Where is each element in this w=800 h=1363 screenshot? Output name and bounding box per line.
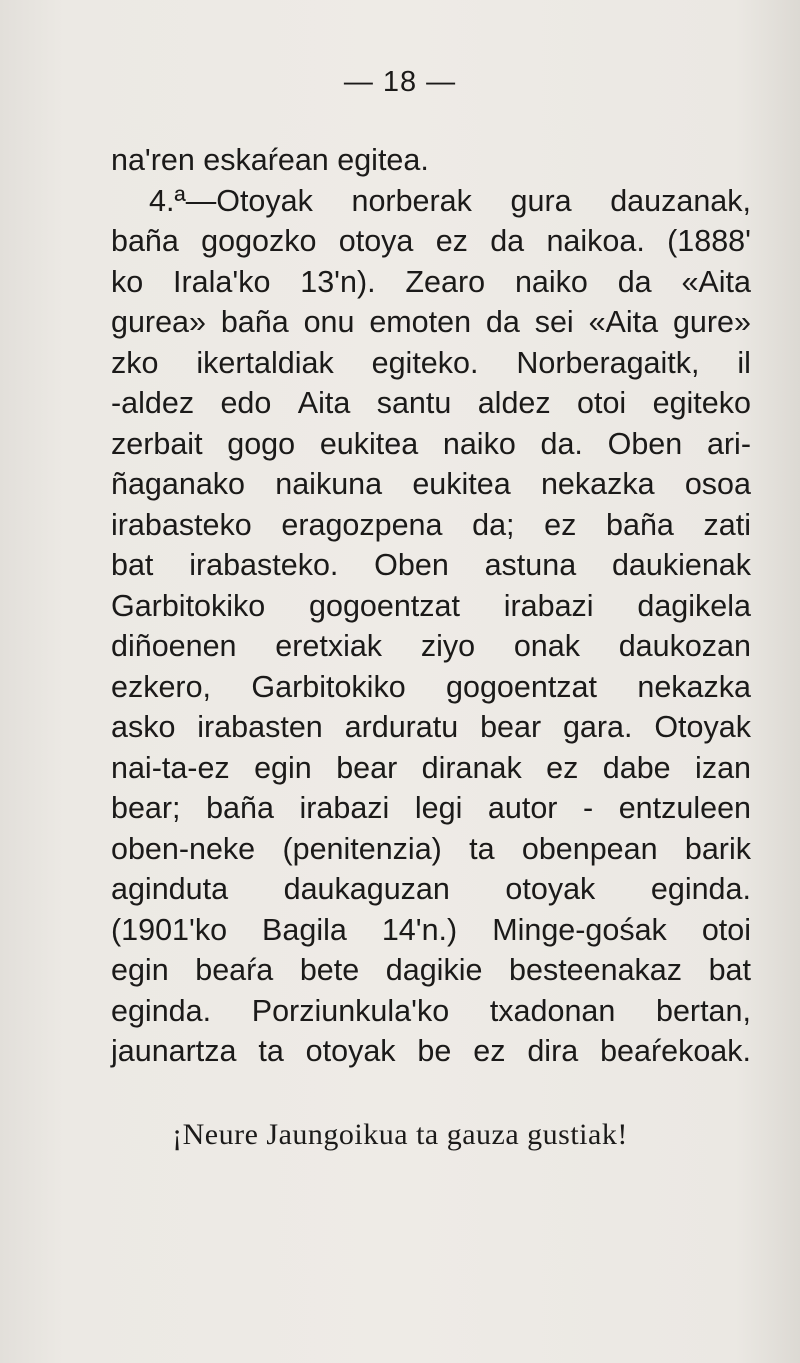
word: otoyak [305, 1034, 396, 1068]
word: gogozko [201, 224, 317, 258]
word: na'ren eskaŕean egitea. [111, 143, 429, 177]
word: beaŕa [195, 953, 274, 987]
word: gura [510, 183, 572, 218]
word: bat [111, 548, 154, 582]
word: gure» [672, 305, 751, 339]
word: il [737, 345, 751, 380]
word: daukienak [611, 548, 751, 582]
text-line [111, 383, 751, 424]
word: onak [513, 629, 580, 663]
word: zati [703, 507, 751, 542]
text-line [111, 788, 751, 829]
word: astuna [484, 548, 577, 582]
word: dagikela [637, 588, 751, 623]
word: naikoa. [546, 224, 645, 258]
word: aldez [477, 386, 551, 420]
word: gogo [227, 426, 296, 461]
word: Garbitokiko [251, 669, 406, 704]
word: aginduta [111, 872, 229, 906]
word: baña [220, 305, 289, 339]
word: zerbait [111, 426, 203, 461]
word: otoyak [505, 872, 596, 906]
word: osoa [684, 467, 751, 501]
word: irabazi [299, 791, 390, 825]
word: naiko [442, 426, 516, 461]
text-line [111, 505, 751, 546]
word: besteenakaz [509, 953, 682, 987]
word: daukaguzan [283, 872, 450, 906]
text-line [111, 221, 751, 262]
text-line [111, 343, 751, 384]
word: irabasteko [111, 507, 252, 542]
word: ari- [706, 426, 751, 461]
word: baña [111, 224, 179, 258]
word: Aita [297, 386, 351, 420]
word: Minge-gośak [492, 912, 667, 947]
word: ta [258, 1034, 284, 1068]
text-line [111, 829, 751, 870]
text-line [111, 991, 751, 1032]
word: bat [708, 953, 751, 987]
word: bear [480, 710, 542, 744]
word: bear; [111, 791, 181, 825]
text-line [111, 950, 751, 991]
text-line [111, 748, 751, 789]
word: Porziunkula'ko [251, 993, 450, 1028]
word: ez [546, 750, 579, 785]
word: Norberagaitk, [516, 345, 700, 380]
word: naiko [514, 264, 588, 299]
word: Garbitokiko [111, 588, 266, 623]
word: Otoyak [654, 710, 751, 744]
word: eginda. [111, 993, 212, 1028]
word: ñaganako [111, 467, 245, 501]
word: Oben [374, 548, 449, 582]
word: naikuna [275, 467, 383, 501]
word: da [617, 264, 652, 299]
word: legi [414, 791, 463, 825]
word: egiteko [652, 386, 751, 420]
word: Zearo [405, 264, 486, 299]
page-number: — 18 — [343, 66, 457, 98]
word: ziyo [420, 629, 476, 663]
word: eginda. [650, 872, 751, 906]
word: txadonan [489, 993, 616, 1028]
word: 4.ª—Otoyak [149, 183, 313, 218]
word: gogoentzat [446, 669, 597, 704]
word: gurea» [111, 305, 206, 339]
word: da. [540, 426, 583, 461]
word: onu [303, 305, 355, 339]
word: da [490, 224, 525, 258]
word: dabe [602, 750, 671, 785]
word: bete [299, 953, 360, 987]
text-line [111, 910, 751, 951]
word: be [417, 1034, 452, 1068]
word: irabasten [197, 710, 323, 744]
word: ez [435, 224, 468, 258]
word: eragozpena [281, 507, 443, 542]
text-line [111, 424, 751, 465]
word: (1888' [667, 224, 751, 258]
word: arduratu [344, 710, 459, 744]
word: ez [473, 1034, 506, 1068]
word: oben-neke [111, 831, 256, 866]
word: eretxiak [275, 629, 383, 663]
word: bear [336, 750, 398, 785]
word: norberak [351, 183, 472, 218]
word: nekazka [637, 669, 751, 704]
word: autor [487, 791, 558, 825]
text-line [111, 181, 751, 222]
text-line [111, 667, 751, 708]
section-heading: ¡Neure Jaungoikua ta gauza gustiak! [172, 1118, 628, 1151]
word: gogoentzat [309, 588, 460, 623]
word: edo [220, 386, 272, 420]
text-line [111, 626, 751, 667]
word: irabasteko. [189, 548, 339, 582]
text-line [111, 140, 751, 181]
word: egin [254, 750, 312, 785]
word: (1901'ko [111, 912, 228, 947]
text-line [111, 869, 751, 910]
word: ta [469, 831, 495, 866]
text-line [111, 262, 751, 303]
word: diranak [421, 750, 522, 785]
word: Bagila [262, 912, 347, 947]
word: baña [606, 507, 674, 542]
word: ikertaldiak [196, 345, 334, 380]
word: otoi [701, 912, 751, 947]
word: da; [472, 507, 515, 542]
word: dauzanak, [610, 183, 751, 218]
word: (penitenzia) [282, 831, 442, 866]
word: daukozan [618, 629, 751, 663]
text-line [111, 302, 751, 343]
word: obenpean [521, 831, 658, 866]
word: irabazi [503, 588, 594, 623]
word: eukitea [412, 467, 511, 501]
word: asko [111, 710, 176, 744]
word: dagikie [385, 953, 483, 987]
word: otoi [577, 386, 627, 420]
word: diñoenen [111, 629, 237, 663]
word: da [485, 305, 520, 339]
word: egin [111, 953, 169, 987]
word: nai-ta-ez [111, 750, 230, 785]
word: 13'n). [300, 264, 376, 299]
word: gara. [562, 710, 633, 744]
word: «Aita [588, 305, 659, 339]
text-line [111, 707, 751, 748]
word: 14'n.) [381, 912, 458, 947]
word: bertan, [656, 993, 751, 1028]
word: egiteko. [371, 345, 479, 380]
word: entzuleen [618, 791, 751, 825]
word: dira [527, 1034, 579, 1068]
text-line [111, 464, 751, 505]
word: jaunartza [111, 1034, 237, 1068]
word: beaŕekoak. [600, 1034, 751, 1068]
word: sei [534, 305, 574, 339]
word: Irala'ko [173, 264, 271, 299]
text-line [111, 586, 751, 627]
word: nekazka [540, 467, 655, 501]
word: otoya [338, 224, 414, 258]
body-text [111, 140, 751, 1072]
word: Oben [607, 426, 683, 461]
word: izan [695, 750, 751, 785]
word: emoten [369, 305, 472, 339]
word: eukitea [319, 426, 419, 461]
word: ez [544, 507, 577, 542]
word: - [583, 791, 594, 825]
word: zko [111, 345, 159, 380]
word: -aldez [111, 386, 195, 420]
word: barik [684, 831, 751, 866]
word: «Aita [681, 264, 751, 299]
text-line [111, 1031, 751, 1072]
word: ezkero, [111, 669, 212, 704]
word: santu [376, 386, 452, 420]
word: baña [206, 791, 274, 825]
word: ko [111, 264, 144, 299]
text-line [111, 545, 751, 586]
